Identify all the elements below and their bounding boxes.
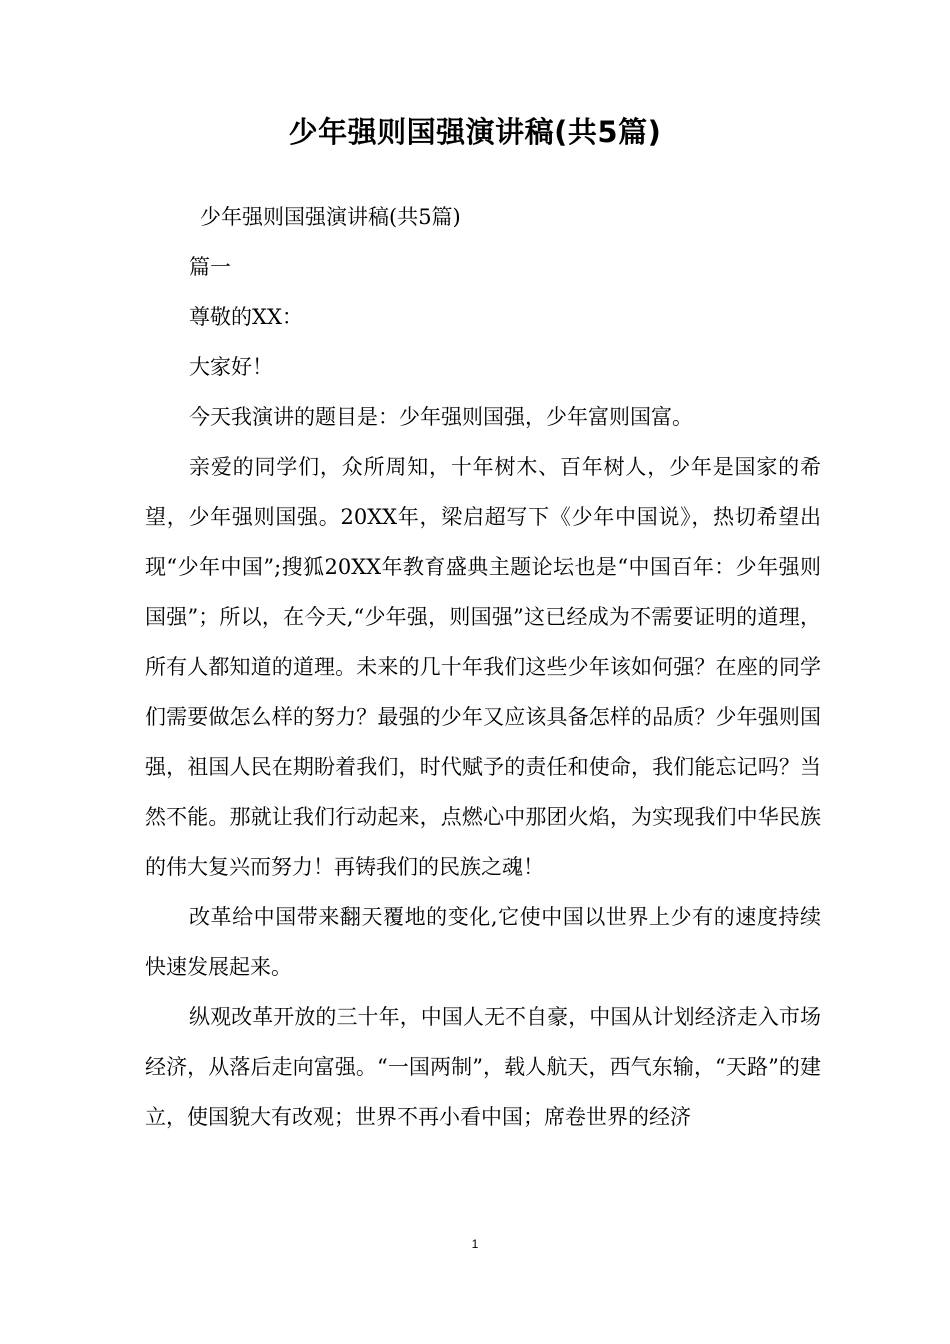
paragraph-body-1: 亲爱的同学们，众所周知，十年树木、百年树人，少年是国家的希望，少年强则国强。20XX年，梁启超写下《少年中国说》，热切希望出现“少年中国”;搜狐20XX年教育盛典主题论坛也是“中国百年：少年强则国强”；所以，在今天,“少年强，则国强”这已经成为不需要证明的道理，所有人都知道的道理。未来的几十年我们这些少年该如何强？在座的同学们需要做怎么样的努力？最强的少年又应该具备怎样的品质？少年强则国强，祖国人民在期盼着我们，时代赋予的责任和使命，我们能忘记吗？当然不能。那就让我们行动起来，点燃心中那团火焰，为实现我们中华民族的伟大复兴而努力！再铸我们的民族之魂！: [145, 455, 821, 879]
paragraph-salutation: 尊敬的XX：: [189, 305, 303, 329]
page-number: 1: [471, 1237, 479, 1251]
paragraph-body-2: 改革给中国带来翻天覆地的变化,它使中国以世界上少有的速度持续快速发展起来。: [145, 905, 821, 979]
paragraph-greeting: 大家好！: [189, 355, 273, 379]
document-body: [145, 192, 821, 1142]
paragraph-topic: 今天我演讲的题目是：少年强则国强，少年富则国富。: [189, 405, 693, 429]
document-title: 少年强则国强演讲稿(共5篇): [288, 115, 662, 149]
paragraph-subtitle: 少年强则国强演讲稿(共5篇): [200, 205, 461, 229]
paragraph-body-3: 纵观改革开放的三十年，中国人无不自豪，中国从计划经济走入市场经济，从落后走向富强。“一国两制”，载人航天，西气东输，“天路”的建立，使国貌大有改观；世界不再小看中国；席卷世界的经济: [145, 1005, 821, 1129]
paragraph-section-heading: 篇一: [189, 255, 231, 279]
